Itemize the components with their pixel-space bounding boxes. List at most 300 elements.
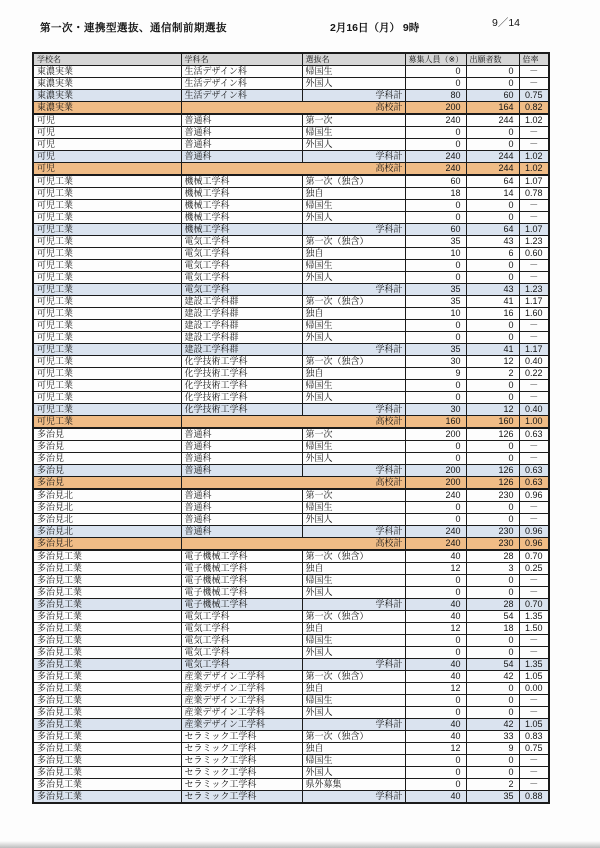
cell-selection-name: 帰国生 [302,380,405,392]
cell-school-name: 可児工業 [33,344,181,356]
cell-capacity: 0 [405,66,466,78]
cell-applicants: 12 [466,356,519,368]
cell-capacity: 0 [405,453,466,465]
cell-department-name: 電気工学科 [181,272,302,284]
cell-selection-name: 帰国生 [302,755,405,767]
page-number: 9／14 [492,17,521,29]
cell-ratio: － [519,779,549,791]
cell-applicants: 2 [466,779,519,791]
cell-capacity: 0 [405,260,466,272]
cell-department-name: 普通科 [181,151,302,163]
table-row [33,151,549,163]
cell-department-name: 電子機械工学科 [181,575,302,587]
cell-school-name: 可児工業 [33,332,181,344]
cell-capacity: 0 [405,392,466,404]
cell-school-name: 多治見工業 [33,767,181,779]
cell-ratio: － [519,767,549,779]
cell-department-name: 産業デザイン工学科 [181,671,302,683]
cell-applicants: 42 [466,719,519,731]
cell-capacity: 200 [405,102,466,115]
cell-selection-name: 帰国生 [302,260,405,272]
cell-department-name: 普通科 [181,428,302,441]
cell-ratio: 1.17 [519,344,549,356]
cell-ratio: 1.05 [519,671,549,683]
cell-ratio: － [519,260,549,272]
cell-applicants: 43 [466,236,519,248]
col-header-capacity: 募集人員（※） [405,53,466,66]
cell-selection-name: 外国人 [302,212,405,224]
cell-applicants: 0 [466,502,519,514]
cell-school-name: 可児工業 [33,320,181,332]
cell-selection-name: 県外募集 [302,779,405,791]
cell-department-name: 普通科 [181,139,302,151]
cell-capacity: 240 [405,163,466,176]
cell-ratio: － [519,635,549,647]
cell-selection-name: 外国人 [302,78,405,90]
cell-ratio: － [519,66,549,78]
cell-ratio: 0.82 [519,102,549,115]
cell-selection-name: 学科計 [302,224,405,236]
cell-school-name: 多治見工業 [33,659,181,671]
table-row [33,139,549,151]
cell-selection-name: 帰国生 [302,441,405,453]
cell-applicants: 64 [466,224,519,236]
cell-selection-name: 帰国生 [302,127,405,139]
cell-school-name: 多治見北 [33,538,181,551]
cell-school-name: 多治見工業 [33,647,181,659]
cell-ratio: 0.75 [519,743,549,755]
table-row [33,428,549,441]
cell-department-name: 電子機械工学科 [181,550,302,563]
cell-selection-name: 独自 [302,308,405,320]
cell-ratio: 0.70 [519,550,549,563]
cell-selection-name: 高校計 [181,102,405,115]
cell-applicants: 160 [466,416,519,429]
cell-applicants: 0 [466,320,519,332]
table-row [33,683,549,695]
cell-selection-name: 帰国生 [302,200,405,212]
table-row [33,550,549,563]
table-row [33,284,549,296]
cell-applicants: 14 [466,188,519,200]
admissions-table [32,52,550,804]
cell-ratio: 1.02 [519,114,549,127]
cell-ratio: 0.96 [519,526,549,538]
cell-ratio: － [519,392,549,404]
cell-ratio: 1.05 [519,719,549,731]
cell-capacity: 30 [405,356,466,368]
col-header-applicants: 出願者数 [466,53,519,66]
cell-school-name: 多治見工業 [33,791,181,804]
cell-school-name: 可児工業 [33,416,181,429]
cell-department-name: 機械工学科 [181,212,302,224]
cell-school-name: 可児 [33,139,181,151]
cell-applicants: 244 [466,163,519,176]
cell-capacity: 10 [405,308,466,320]
table-row [33,212,549,224]
cell-school-name: 多治見工業 [33,635,181,647]
col-header-ratio: 倍率 [519,53,549,66]
cell-capacity: 10 [405,248,466,260]
cell-department-name: 建設工学科群 [181,344,302,356]
cell-school-name: 多治見工業 [33,743,181,755]
table-row [33,90,549,102]
cell-capacity: 0 [405,755,466,767]
cell-selection-name: 学科計 [302,719,405,731]
cell-selection-name: 独自 [302,368,405,380]
cell-applicants: 230 [466,489,519,502]
cell-selection-name: 学科計 [302,465,405,477]
cell-capacity: 0 [405,200,466,212]
cell-capacity: 40 [405,731,466,743]
cell-department-name: 普通科 [181,453,302,465]
cell-department-name: 産業デザイン工学科 [181,719,302,731]
cell-capacity: 160 [405,416,466,429]
cell-department-name: 機械工学科 [181,200,302,212]
cell-capacity: 12 [405,743,466,755]
cell-applicants: 16 [466,308,519,320]
cell-applicants: 0 [466,695,519,707]
table-row [33,477,549,490]
cell-school-name: 多治見 [33,441,181,453]
cell-applicants: 0 [466,587,519,599]
cell-capacity: 12 [405,623,466,635]
table-row [33,502,549,514]
cell-selection-name: 外国人 [302,392,405,404]
cell-applicants: 64 [466,175,519,188]
cell-applicants: 126 [466,477,519,490]
cell-department-name: 産業デザイン工学科 [181,695,302,707]
cell-department-name: 普通科 [181,514,302,526]
cell-ratio: 0.63 [519,465,549,477]
cell-school-name: 可児工業 [33,272,181,284]
cell-ratio: 0.40 [519,404,549,416]
cell-department-name: 電子機械工学科 [181,563,302,575]
cell-department-name: 普通科 [181,114,302,127]
cell-applicants: 0 [466,212,519,224]
cell-applicants: 164 [466,102,519,115]
cell-capacity: 0 [405,695,466,707]
cell-department-name: 生活デザイン科 [181,66,302,78]
cell-ratio: － [519,212,549,224]
cell-department-name: 建設工学科群 [181,296,302,308]
cell-school-name: 可児工業 [33,175,181,188]
cell-ratio: 0.75 [519,90,549,102]
cell-selection-name: 帰国生 [302,320,405,332]
cell-ratio: 1.00 [519,416,549,429]
cell-school-name: 東濃実業 [33,66,181,78]
cell-capacity: 0 [405,502,466,514]
cell-applicants: 54 [466,611,519,623]
cell-department-name: セラミック工学科 [181,755,302,767]
cell-applicants: 0 [466,139,519,151]
cell-applicants: 35 [466,791,519,804]
cell-selection-name: 帰国生 [302,66,405,78]
cell-capacity: 200 [405,477,466,490]
cell-capacity: 0 [405,272,466,284]
cell-selection-name: 帰国生 [302,635,405,647]
cell-applicants: 9 [466,743,519,755]
cell-selection-name: 独自 [302,188,405,200]
cell-school-name: 多治見 [33,428,181,441]
table-row [33,248,549,260]
cell-ratio: － [519,139,549,151]
cell-school-name: 東濃実業 [33,78,181,90]
cell-school-name: 可児 [33,151,181,163]
cell-selection-name: 第一次（独含） [302,296,405,308]
cell-department-name: 電気工学科 [181,284,302,296]
table-row [33,514,549,526]
cell-ratio: － [519,200,549,212]
cell-applicants: 54 [466,659,519,671]
cell-selection-name: 外国人 [302,514,405,526]
cell-applicants: 0 [466,514,519,526]
cell-department-name: 機械工学科 [181,175,302,188]
cell-ratio: 0.83 [519,731,549,743]
cell-department-name: 建設工学科群 [181,332,302,344]
table-row [33,356,549,368]
cell-department-name: 普通科 [181,465,302,477]
cell-selection-name: 第一次（独含） [302,731,405,743]
table-row [33,127,549,139]
cell-school-name: 多治見工業 [33,550,181,563]
cell-applicants: 0 [466,755,519,767]
cell-department-name: 化学技術工学科 [181,404,302,416]
cell-selection-name: 外国人 [302,272,405,284]
cell-capacity: 0 [405,320,466,332]
table-row [33,623,549,635]
cell-selection-name: 外国人 [302,647,405,659]
col-header-selection-name: 選抜名 [302,53,405,66]
cell-department-name: セラミック工学科 [181,731,302,743]
cell-school-name: 可児 [33,127,181,139]
table-row [33,320,549,332]
cell-applicants: 0 [466,78,519,90]
cell-ratio: 1.35 [519,659,549,671]
cell-selection-name: 学科計 [302,151,405,163]
cell-selection-name: 学科計 [302,344,405,356]
cell-capacity: 0 [405,779,466,791]
cell-capacity: 240 [405,526,466,538]
cell-school-name: 多治見工業 [33,719,181,731]
cell-selection-name: 独自 [302,683,405,695]
cell-school-name: 多治見工業 [33,755,181,767]
cell-selection-name: 第一次 [302,489,405,502]
cell-applicants: 0 [466,575,519,587]
cell-capacity: 40 [405,599,466,611]
cell-selection-name: 高校計 [181,416,405,429]
cell-school-name: 多治見 [33,477,181,490]
cell-school-name: 可児工業 [33,284,181,296]
cell-school-name: 可児工業 [33,392,181,404]
cell-applicants: 6 [466,248,519,260]
cell-ratio: 1.50 [519,623,549,635]
cell-ratio: 1.07 [519,224,549,236]
table-row [33,308,549,320]
table-row [33,441,549,453]
cell-capacity: 35 [405,284,466,296]
cell-ratio: 0.40 [519,356,549,368]
table-row [33,731,549,743]
cell-capacity: 40 [405,659,466,671]
cell-capacity: 0 [405,587,466,599]
cell-selection-name: 高校計 [181,477,405,490]
cell-selection-name: 学科計 [302,599,405,611]
cell-selection-name: 学科計 [302,791,405,804]
cell-school-name: 可児工業 [33,188,181,200]
cell-school-name: 多治見工業 [33,683,181,695]
cell-capacity: 0 [405,514,466,526]
table-row [33,743,549,755]
cell-department-name: 電気工学科 [181,248,302,260]
table-row [33,344,549,356]
cell-selection-name: 高校計 [181,163,405,176]
cell-capacity: 40 [405,791,466,804]
cell-department-name: 普通科 [181,526,302,538]
cell-school-name: 多治見工業 [33,731,181,743]
cell-selection-name: 独自 [302,743,405,755]
cell-school-name: 多治見北 [33,514,181,526]
cell-school-name: 東濃実業 [33,102,181,115]
cell-capacity: 0 [405,139,466,151]
cell-selection-name: 第一次（独含） [302,611,405,623]
cell-school-name: 可児 [33,114,181,127]
cell-selection-name: 第一次（独含） [302,671,405,683]
cell-school-name: 可児工業 [33,236,181,248]
col-header-department-name: 学科名 [181,53,302,66]
table-row [33,332,549,344]
cell-applicants: 0 [466,647,519,659]
cell-ratio: 0.63 [519,428,549,441]
cell-ratio: － [519,332,549,344]
cell-applicants: 0 [466,441,519,453]
cell-ratio: － [519,587,549,599]
cell-capacity: 18 [405,188,466,200]
cell-ratio: － [519,575,549,587]
cell-department-name: 電気工学科 [181,647,302,659]
cell-applicants: 2 [466,368,519,380]
table-row [33,368,549,380]
cell-department-name: 電気工学科 [181,635,302,647]
cell-capacity: 0 [405,212,466,224]
table-row [33,392,549,404]
cell-department-name: 化学技術工学科 [181,368,302,380]
table-row [33,175,549,188]
cell-ratio: － [519,647,549,659]
cell-ratio: － [519,695,549,707]
cell-department-name: 電気工学科 [181,260,302,272]
cell-ratio: － [519,380,549,392]
cell-school-name: 多治見工業 [33,707,181,719]
cell-capacity: 35 [405,296,466,308]
cell-school-name: 多治見工業 [33,779,181,791]
cell-applicants: 0 [466,66,519,78]
cell-school-name: 可児工業 [33,224,181,236]
cell-selection-name: 学科計 [302,404,405,416]
cell-applicants: 0 [466,453,519,465]
cell-applicants: 0 [466,767,519,779]
cell-selection-name: 高校計 [181,538,405,551]
document-header [0,0,600,46]
cell-school-name: 多治見工業 [33,611,181,623]
table-row [33,78,549,90]
table-row [33,695,549,707]
col-header-school-name: 学校名 [33,53,181,66]
cell-capacity: 40 [405,671,466,683]
cell-applicants: 0 [466,392,519,404]
cell-capacity: 0 [405,380,466,392]
cell-applicants: 244 [466,151,519,163]
cell-ratio: － [519,514,549,526]
cell-capacity: 40 [405,550,466,563]
cell-department-name: セラミック工学科 [181,791,302,804]
cell-selection-name: 第一次（独含） [302,356,405,368]
cell-school-name: 多治見北 [33,502,181,514]
table-row [33,779,549,791]
cell-capacity: 12 [405,683,466,695]
cell-school-name: 多治見 [33,453,181,465]
cell-applicants: 244 [466,114,519,127]
cell-applicants: 28 [466,599,519,611]
cell-selection-name: 帰国生 [302,695,405,707]
table-row [33,66,549,78]
cell-department-name: 産業デザイン工学科 [181,707,302,719]
cell-ratio: 0.00 [519,683,549,695]
cell-ratio: － [519,320,549,332]
cell-school-name: 多治見工業 [33,599,181,611]
table-row [33,587,549,599]
table-row [33,659,549,671]
cell-department-name: 化学技術工学科 [181,380,302,392]
cell-school-name: 可児工業 [33,200,181,212]
cell-selection-name: 学科計 [302,526,405,538]
cell-capacity: 0 [405,647,466,659]
cell-ratio: － [519,707,549,719]
table-row [33,489,549,502]
cell-ratio: 1.60 [519,308,549,320]
cell-applicants: 0 [466,127,519,139]
cell-school-name: 多治見工業 [33,623,181,635]
cell-department-name: セラミック工学科 [181,743,302,755]
cell-selection-name: 独自 [302,563,405,575]
cell-school-name: 可児工業 [33,296,181,308]
cell-ratio: 1.02 [519,163,549,176]
cell-department-name: 生活デザイン科 [181,78,302,90]
cell-ratio: 0.63 [519,477,549,490]
cell-department-name: 化学技術工学科 [181,356,302,368]
table-row [33,538,549,551]
table-row [33,453,549,465]
cell-selection-name: 外国人 [302,332,405,344]
table-row [33,563,549,575]
cell-selection-name: 第一次（独含） [302,236,405,248]
cell-applicants: 0 [466,635,519,647]
table-row [33,599,549,611]
cell-department-name: 普通科 [181,489,302,502]
cell-selection-name: 外国人 [302,707,405,719]
table-row [33,102,549,115]
cell-capacity: 240 [405,538,466,551]
cell-selection-name: 独自 [302,248,405,260]
cell-school-name: 可児工業 [33,404,181,416]
cell-department-name: 電気工学科 [181,236,302,248]
cell-department-name: 普通科 [181,441,302,453]
cell-capacity: 200 [405,465,466,477]
cell-ratio: － [519,755,549,767]
page-title: 第一次・連携型選抜、通信制前期選抜 [40,22,227,34]
table-row [33,575,549,587]
table-row [33,526,549,538]
